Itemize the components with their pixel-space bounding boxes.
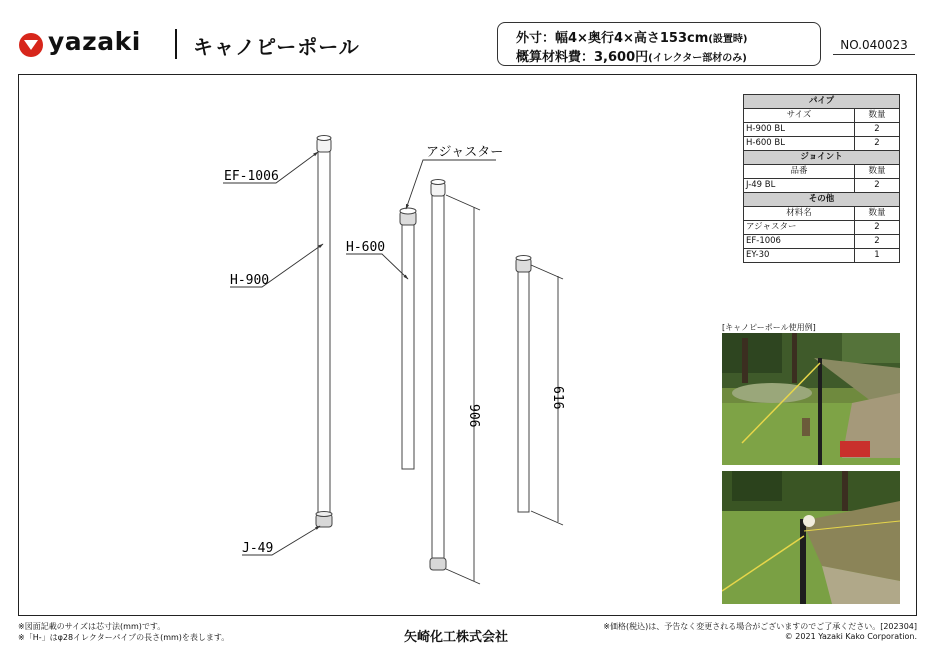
col-qty: 数量: [855, 109, 900, 123]
footer-note-pipe: ※「H-」はφ28イレクターパイプの長さ(mm)を表します。: [18, 633, 230, 642]
table-row: [744, 221, 900, 235]
table-row: [744, 249, 900, 263]
row-item: H-600 BL: [744, 137, 855, 151]
dimension-616: 616: [550, 386, 565, 410]
row-item: EF-1006: [744, 235, 855, 249]
row-qty: 1: [855, 249, 900, 263]
spec-size-line: [516, 27, 747, 46]
yazaki-logo-icon: [18, 32, 44, 58]
label-ef-1006: EF-1006: [224, 169, 279, 184]
page-title: キャノピーポール: [193, 35, 360, 59]
pole-h600-adjuster: [400, 208, 416, 469]
row-item: EY-30: [744, 249, 855, 263]
photo-caption: [キャノピーポール使用例]: [722, 323, 816, 332]
row-qty: 2: [855, 137, 900, 151]
footer-price-note: ※価格(税込)は、予告なく変更される場合がございますのでご了承ください。[202304]: [603, 622, 917, 631]
usage-photo-1: [722, 333, 900, 465]
col-part-no: 品番: [744, 165, 855, 179]
company-name: 矢崎化工株式会社: [404, 630, 509, 645]
row-qty: 2: [855, 123, 900, 137]
spec-size-note: (設置時): [708, 34, 748, 45]
table-row: [744, 235, 900, 249]
footer-note-size: ※図面記載のサイズは芯寸法(mm)です。: [18, 622, 166, 631]
usage-photo-2: [722, 471, 900, 604]
pole-h600-dimensioned: [516, 256, 531, 513]
brand-wordmark: yazaki: [48, 27, 141, 56]
row-item: J-49 BL: [744, 179, 855, 193]
dimension-906: 906: [466, 404, 481, 428]
label-adjuster: アジャスター: [426, 145, 504, 160]
row-item: アジャスター: [744, 221, 855, 235]
row-qty: 2: [855, 221, 900, 235]
label-h-600: H-600: [346, 240, 386, 255]
spec-size: 外寸：幅4×奥行4×高さ153cm: [516, 31, 709, 46]
parts-table: [743, 94, 900, 263]
document-number: NO.040023: [833, 38, 915, 55]
col-qty: 数量: [855, 207, 900, 221]
row-qty: 2: [855, 179, 900, 193]
section-joint-header: ジョイント: [744, 151, 900, 165]
col-material: 材料名: [744, 207, 855, 221]
section-pipe-header: パイプ: [744, 95, 900, 109]
col-size: サイズ: [744, 109, 855, 123]
col-qty: 数量: [855, 165, 900, 179]
pole-h900-dimensioned: [430, 180, 446, 571]
table-row: [744, 123, 900, 137]
pole-h900-assembly: [316, 136, 332, 528]
spec-cost-note: (イレクター部材のみ): [648, 53, 747, 64]
section-other-header: その他: [744, 193, 900, 207]
assembly-drawing: [18, 74, 718, 614]
footer-copyright: © 2021 Yazaki Kako Corporation.: [784, 632, 917, 641]
label-j-49: J-49: [242, 541, 274, 556]
spec-cost: 概算材料費：3,600円: [516, 50, 649, 65]
row-item: H-900 BL: [744, 123, 855, 137]
label-h-900: H-900: [230, 273, 270, 288]
header-divider: [175, 29, 177, 59]
table-row: [744, 137, 900, 151]
spec-cost-line: [516, 46, 747, 65]
table-row: [744, 179, 900, 193]
row-qty: 2: [855, 235, 900, 249]
